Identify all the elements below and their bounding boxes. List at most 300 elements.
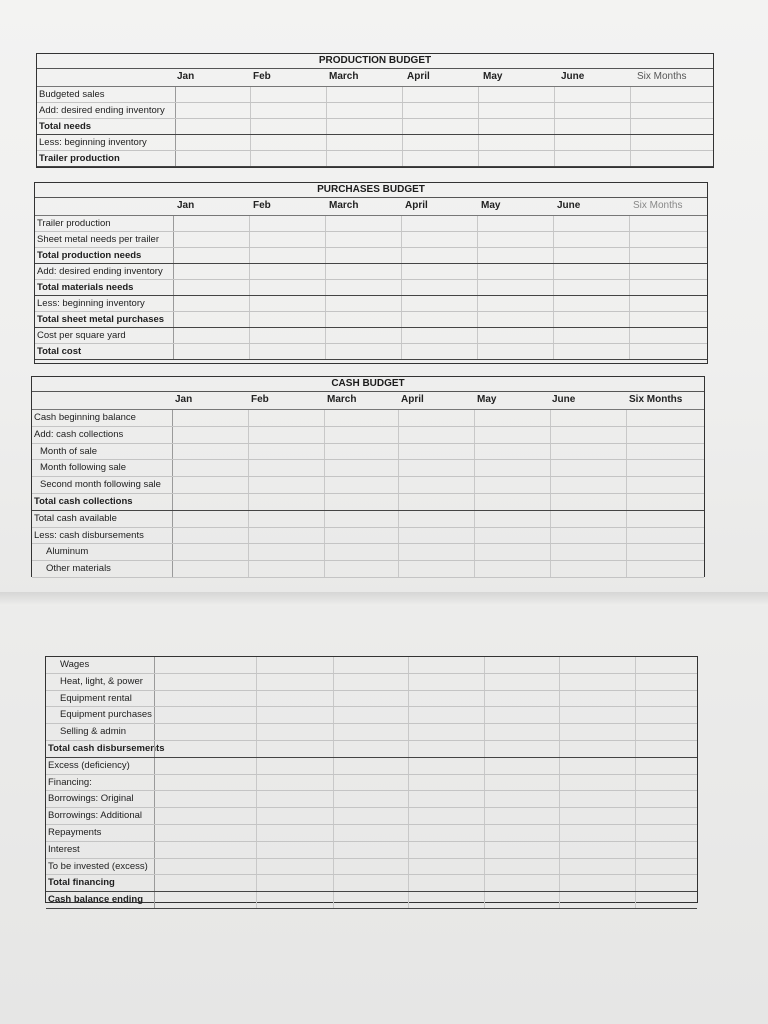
column-divider — [626, 460, 627, 476]
column-divider — [256, 691, 257, 707]
month-april: April — [401, 394, 424, 405]
column-divider — [250, 119, 251, 134]
column-divider — [249, 344, 250, 359]
table-row — [46, 875, 697, 892]
column-divider — [626, 528, 627, 544]
column-divider — [402, 119, 403, 134]
column-divider — [474, 477, 475, 493]
column-divider — [478, 119, 479, 134]
table-row — [35, 216, 707, 232]
column-divider — [175, 135, 176, 150]
column-divider — [635, 808, 636, 824]
row-label: Trailer production — [37, 218, 111, 229]
column-divider — [154, 892, 155, 908]
column-divider — [484, 825, 485, 841]
column-divider — [478, 151, 479, 166]
table-row — [35, 312, 707, 328]
table-row — [35, 344, 707, 360]
column-divider — [173, 216, 174, 231]
month-jan: Jan — [177, 200, 195, 211]
table-row — [46, 724, 697, 741]
column-divider — [175, 103, 176, 118]
table-row — [46, 657, 697, 674]
column-divider — [248, 427, 249, 443]
column-divider — [408, 842, 409, 858]
row-label: Borrowings: Original — [48, 793, 134, 805]
table-row — [37, 119, 713, 135]
column-divider — [324, 427, 325, 443]
table-row — [35, 280, 707, 296]
table-row — [32, 477, 704, 494]
column-divider — [630, 103, 631, 118]
purchases-budget-table — [34, 182, 708, 364]
column-divider — [173, 264, 174, 279]
column-divider — [326, 87, 327, 102]
purchases-month-header — [35, 198, 707, 216]
table-row — [37, 103, 713, 119]
column-divider — [474, 528, 475, 544]
month-may: May — [477, 394, 497, 405]
column-divider — [635, 724, 636, 740]
month-feb: Feb — [253, 200, 271, 211]
column-divider — [248, 444, 249, 460]
column-divider — [474, 511, 475, 527]
column-divider — [173, 312, 174, 327]
column-divider — [333, 674, 334, 690]
column-divider — [559, 657, 560, 673]
column-divider — [635, 691, 636, 707]
month-june: June — [552, 394, 576, 405]
column-divider — [477, 328, 478, 343]
column-divider — [333, 859, 334, 875]
column-divider — [154, 724, 155, 740]
column-divider — [477, 216, 478, 231]
column-divider — [626, 494, 627, 510]
column-divider — [248, 561, 249, 577]
column-divider — [248, 460, 249, 476]
column-divider — [559, 724, 560, 740]
column-divider — [333, 791, 334, 807]
column-divider — [630, 119, 631, 134]
column-divider — [408, 892, 409, 908]
column-divider — [256, 825, 257, 841]
column-divider — [559, 791, 560, 807]
column-divider — [408, 775, 409, 791]
column-divider — [550, 544, 551, 560]
column-divider — [629, 232, 630, 247]
row-label: Total sheet metal purchases — [37, 314, 165, 325]
column-divider — [398, 477, 399, 493]
month-six-months: Six Months — [637, 71, 687, 82]
column-divider — [408, 859, 409, 875]
row-label: Wages — [60, 659, 90, 670]
column-divider — [173, 296, 174, 311]
column-divider — [154, 691, 155, 707]
table-row — [32, 410, 704, 427]
column-divider — [477, 248, 478, 263]
month-six-months: Six Months — [629, 394, 683, 405]
row-label: Add: cash collections — [34, 428, 124, 440]
column-divider — [553, 232, 554, 247]
column-divider — [553, 248, 554, 263]
table-row — [46, 707, 697, 724]
column-divider — [559, 842, 560, 858]
column-divider — [154, 842, 155, 858]
column-divider — [256, 724, 257, 740]
column-divider — [398, 511, 399, 527]
cash-budget-table — [31, 376, 705, 577]
column-divider — [172, 427, 173, 443]
column-divider — [326, 103, 327, 118]
column-divider — [398, 561, 399, 577]
column-divider — [154, 758, 155, 774]
table-row — [32, 511, 704, 528]
column-divider — [248, 410, 249, 426]
column-divider — [550, 511, 551, 527]
column-divider — [408, 691, 409, 707]
table-row — [32, 427, 704, 444]
column-divider — [173, 344, 174, 359]
column-divider — [477, 264, 478, 279]
column-divider — [553, 216, 554, 231]
column-divider — [484, 707, 485, 723]
column-divider — [559, 758, 560, 774]
column-divider — [484, 842, 485, 858]
column-divider — [474, 494, 475, 510]
table-row — [46, 775, 697, 792]
column-divider — [635, 859, 636, 875]
column-divider — [173, 248, 174, 263]
column-divider — [402, 151, 403, 166]
column-divider — [250, 103, 251, 118]
production-budget-table — [36, 53, 714, 168]
column-divider — [484, 741, 485, 757]
column-divider — [333, 892, 334, 908]
column-divider — [248, 511, 249, 527]
column-divider — [256, 674, 257, 690]
column-divider — [154, 707, 155, 723]
column-divider — [172, 561, 173, 577]
row-label: Cash balance ending — [48, 894, 144, 906]
column-divider — [635, 775, 636, 791]
row-label: Total financing — [48, 877, 115, 889]
row-label: Equipment purchases — [60, 709, 152, 721]
column-divider — [553, 264, 554, 279]
column-divider — [408, 808, 409, 824]
row-label: Total needs — [39, 121, 92, 132]
row-label: Interest — [48, 843, 80, 855]
column-divider — [554, 119, 555, 134]
column-divider — [484, 808, 485, 824]
column-divider — [550, 494, 551, 510]
column-divider — [474, 561, 475, 577]
column-divider — [398, 460, 399, 476]
column-divider — [484, 758, 485, 774]
column-divider — [333, 758, 334, 774]
table-row — [37, 87, 713, 103]
column-divider — [408, 791, 409, 807]
cash-rows — [32, 410, 704, 578]
column-divider — [401, 264, 402, 279]
column-divider — [333, 842, 334, 858]
column-divider — [256, 791, 257, 807]
column-divider — [401, 232, 402, 247]
column-divider — [477, 232, 478, 247]
column-divider — [484, 674, 485, 690]
table-row — [32, 444, 704, 461]
column-divider — [172, 444, 173, 460]
column-divider — [326, 119, 327, 134]
column-divider — [324, 477, 325, 493]
table-row — [35, 328, 707, 344]
column-divider — [629, 264, 630, 279]
column-divider — [172, 494, 173, 510]
table-row — [32, 460, 704, 477]
table-row — [35, 296, 707, 312]
production-month-header — [37, 69, 713, 87]
column-divider — [333, 657, 334, 673]
column-divider — [550, 561, 551, 577]
column-divider — [550, 444, 551, 460]
column-divider — [635, 657, 636, 673]
column-divider — [248, 528, 249, 544]
column-divider — [250, 151, 251, 166]
column-divider — [324, 494, 325, 510]
month-march: March — [329, 200, 359, 211]
column-divider — [154, 657, 155, 673]
month-june: June — [561, 71, 585, 82]
row-label: Heat, light, & power — [60, 675, 143, 687]
column-divider — [249, 216, 250, 231]
column-divider — [629, 344, 630, 359]
column-divider — [553, 280, 554, 295]
column-divider — [154, 791, 155, 807]
column-divider — [559, 875, 560, 891]
column-divider — [256, 741, 257, 757]
column-divider — [484, 892, 485, 908]
column-divider — [173, 232, 174, 247]
row-label: Total cash disbursements — [48, 742, 165, 754]
column-divider — [154, 741, 155, 757]
column-divider — [175, 119, 176, 134]
row-label: Total cost — [37, 346, 82, 357]
column-divider — [154, 875, 155, 891]
column-divider — [635, 825, 636, 841]
table-row — [46, 791, 697, 808]
column-divider — [325, 216, 326, 231]
column-divider — [635, 674, 636, 690]
row-label: Total cash collections — [34, 495, 133, 507]
column-divider — [398, 410, 399, 426]
column-divider — [550, 460, 551, 476]
column-divider — [474, 460, 475, 476]
column-divider — [325, 312, 326, 327]
column-divider — [249, 296, 250, 311]
column-divider — [401, 328, 402, 343]
column-divider — [401, 248, 402, 263]
column-divider — [249, 248, 250, 263]
column-divider — [484, 775, 485, 791]
column-divider — [626, 427, 627, 443]
column-divider — [325, 280, 326, 295]
column-divider — [630, 151, 631, 166]
month-june: June — [557, 200, 581, 211]
purchases-budget-title: PURCHASES BUDGET — [35, 183, 707, 198]
column-divider — [324, 561, 325, 577]
table-row — [32, 528, 704, 545]
column-divider — [333, 808, 334, 824]
column-divider — [554, 87, 555, 102]
column-divider — [325, 232, 326, 247]
column-divider — [635, 741, 636, 757]
column-divider — [474, 544, 475, 560]
table-row — [37, 135, 713, 151]
column-divider — [250, 87, 251, 102]
column-divider — [256, 892, 257, 908]
row-label: Trailer production — [39, 153, 120, 164]
column-divider — [249, 312, 250, 327]
column-divider — [402, 135, 403, 150]
row-label: Month of sale — [40, 445, 98, 457]
column-divider — [333, 741, 334, 757]
column-divider — [256, 775, 257, 791]
column-divider — [550, 427, 551, 443]
column-divider — [553, 296, 554, 311]
column-divider — [408, 674, 409, 690]
column-divider — [474, 427, 475, 443]
row-label: Financing: — [48, 776, 92, 788]
table-row — [35, 232, 707, 248]
row-label: Add: desired ending inventory — [37, 266, 163, 277]
column-divider — [550, 477, 551, 493]
table-row — [46, 859, 697, 876]
table-row — [32, 544, 704, 561]
column-divider — [477, 296, 478, 311]
column-divider — [250, 135, 251, 150]
month-april: April — [405, 200, 428, 211]
column-divider — [635, 707, 636, 723]
column-divider — [154, 825, 155, 841]
column-divider — [256, 808, 257, 824]
row-label: Cost per square yard — [37, 330, 126, 341]
column-divider — [154, 674, 155, 690]
column-divider — [324, 460, 325, 476]
column-divider — [326, 151, 327, 166]
column-divider — [175, 151, 176, 166]
column-divider — [249, 264, 250, 279]
column-divider — [629, 216, 630, 231]
column-divider — [324, 511, 325, 527]
row-label: Cash beginning balance — [34, 412, 136, 423]
column-divider — [635, 842, 636, 858]
column-divider — [635, 875, 636, 891]
row-label: Total production needs — [37, 250, 142, 261]
column-divider — [172, 544, 173, 560]
column-divider — [398, 444, 399, 460]
row-label: Other materials — [46, 563, 111, 575]
table-row — [46, 674, 697, 691]
column-divider — [249, 280, 250, 295]
column-divider — [398, 494, 399, 510]
row-label: Total materials needs — [37, 282, 134, 293]
table-row — [46, 808, 697, 825]
column-divider — [559, 825, 560, 841]
column-divider — [402, 103, 403, 118]
column-divider — [408, 875, 409, 891]
column-divider — [629, 296, 630, 311]
row-label: Selling & admin — [60, 726, 127, 738]
column-divider — [401, 312, 402, 327]
column-divider — [326, 135, 327, 150]
column-divider — [154, 775, 155, 791]
month-march: March — [329, 71, 359, 82]
column-divider — [559, 707, 560, 723]
column-divider — [333, 707, 334, 723]
column-divider — [256, 859, 257, 875]
column-divider — [173, 280, 174, 295]
column-divider — [629, 248, 630, 263]
month-march: March — [327, 394, 357, 405]
production-rows — [37, 87, 713, 167]
table-row — [37, 151, 713, 167]
column-divider — [408, 707, 409, 723]
column-divider — [484, 859, 485, 875]
column-divider — [478, 103, 479, 118]
column-divider — [324, 528, 325, 544]
column-divider — [474, 410, 475, 426]
table-row — [35, 248, 707, 264]
column-divider — [478, 135, 479, 150]
column-divider — [554, 135, 555, 150]
column-divider — [630, 87, 631, 102]
column-divider — [559, 892, 560, 908]
column-divider — [477, 280, 478, 295]
column-divider — [550, 528, 551, 544]
row-label: Borrowings: Additional — [48, 810, 142, 822]
column-divider — [398, 544, 399, 560]
column-divider — [173, 328, 174, 343]
row-label: Budgeted sales — [39, 89, 105, 100]
column-divider — [554, 151, 555, 166]
column-divider — [626, 544, 627, 560]
column-divider — [324, 544, 325, 560]
month-jan: Jan — [177, 71, 195, 82]
column-divider — [626, 511, 627, 527]
table-row — [46, 825, 697, 842]
column-divider — [408, 825, 409, 841]
row-label: Sheet metal needs per trailer — [37, 234, 159, 245]
row-label: To be invested (excess) — [48, 860, 148, 872]
column-divider — [635, 892, 636, 908]
row-label: Repayments — [48, 826, 102, 838]
column-divider — [324, 410, 325, 426]
column-divider — [477, 344, 478, 359]
column-divider — [401, 296, 402, 311]
column-divider — [325, 328, 326, 343]
column-divider — [478, 87, 479, 102]
table-row — [46, 741, 697, 758]
column-divider — [474, 444, 475, 460]
month-six-months: Six Months — [633, 200, 683, 211]
column-divider — [333, 875, 334, 891]
column-divider — [559, 674, 560, 690]
column-divider — [559, 775, 560, 791]
column-divider — [256, 707, 257, 723]
column-divider — [333, 724, 334, 740]
table-row — [46, 691, 697, 708]
column-divider — [484, 875, 485, 891]
column-divider — [325, 344, 326, 359]
